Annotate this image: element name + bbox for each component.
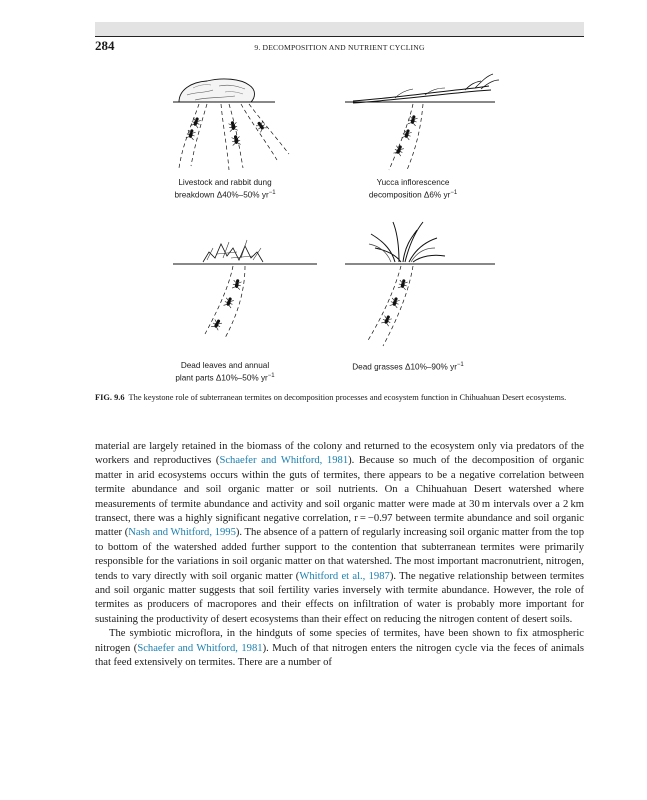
header-bar xyxy=(95,22,584,36)
panel-label-leaves: Dead leaves and annual plant parts Δ10%–50% $yr^{-1}$ xyxy=(175,361,275,383)
header-rule xyxy=(95,36,584,37)
paragraph-2: The symbiotic microflora, in the hindguts of some species of termites, have been shown to fix atmospheric nitrogen (Schaefer and Whitford, 1981). Much of that nitrogen enters the nitrogen cycle via the feces of animals that feed extensively on termites. There are a number of xyxy=(95,628,584,669)
leaf-litter-icon xyxy=(173,240,317,338)
paragraph-1: material are largely retained in the biomass of the colony and returned to the ecosystem only via predators of the workers and reproductives (Schaefer and Whitford, 1981). Because so much of the decomposition of organic matter in arid ecosystems occurs within the guts of termites, there appears to be a negative correlation between termite abundance and soil organic matter or soil nutrients. On a Chihuahuan Desert watershed where measurements of termite abundance and activity and soil organic matter were made at 30 m intervals over a 2 km transect, there was a highly significant negative correlation, r = −0.97 between termite abundance and soil organic matter (Nash and Whitford, 1995). The absence of a pattern of regularly increasing soil organic matter from the top to bottom of the watershed added further support to the contention that subterranean termites were primarily responsible for the variations in soil organic matter on that watershed. The most important macronutrient, nitrogen, tends to vary directly with soil organic matter (Whitford et al., 1987). The negative relationship between termites and soil organic matter suggests that soil fertility varies inversely with termite abundance. However, the role of termites as producers of macropores and their effects on infiltration of water is probably more important for sustaining the productivity of desert ecosystems than their effect on reducing the nitrogen content of desert soils. xyxy=(95,441,584,625)
figure-9-6 xyxy=(95,62,584,392)
page-number: 284 xyxy=(95,38,115,53)
body-text xyxy=(95,440,584,671)
running-head: 9. DECOMPOSITION AND NUTRIENT CYCLING xyxy=(254,43,425,52)
citation-link[interactable]: Nash and Whitford, 1995 xyxy=(128,527,236,539)
caption-text: The keystone role of subterranean termites on decomposition processes and ecosystem function in Chihuahuan Desert ecosystems. xyxy=(128,393,567,402)
citation-link[interactable]: Whitford et al., 1987 xyxy=(299,570,390,582)
panel-label-yucca: Yucca inflorescence decomposition Δ6% $yr^{-1}$ xyxy=(368,178,458,200)
panel-label-grasses: Dead grasses Δ10%–90% $yr^{-1}$ xyxy=(352,362,464,372)
yucca-stalk-icon xyxy=(345,74,499,170)
figure-caption xyxy=(95,392,584,404)
dung-pat-icon xyxy=(173,79,289,170)
citation-link[interactable]: Schaefer and Whitford, 1981 xyxy=(137,642,263,654)
grass-clump-icon xyxy=(345,222,495,346)
panel-label-dung: Livestock and rabbit dung breakdown Δ40%–50% $yr^{-1}$ xyxy=(174,178,276,200)
termite-diagram xyxy=(95,62,584,392)
citation-link[interactable]: Schaefer and Whitford, 1981 xyxy=(219,455,349,467)
figure-label: FIG. 9.6 xyxy=(95,393,125,402)
